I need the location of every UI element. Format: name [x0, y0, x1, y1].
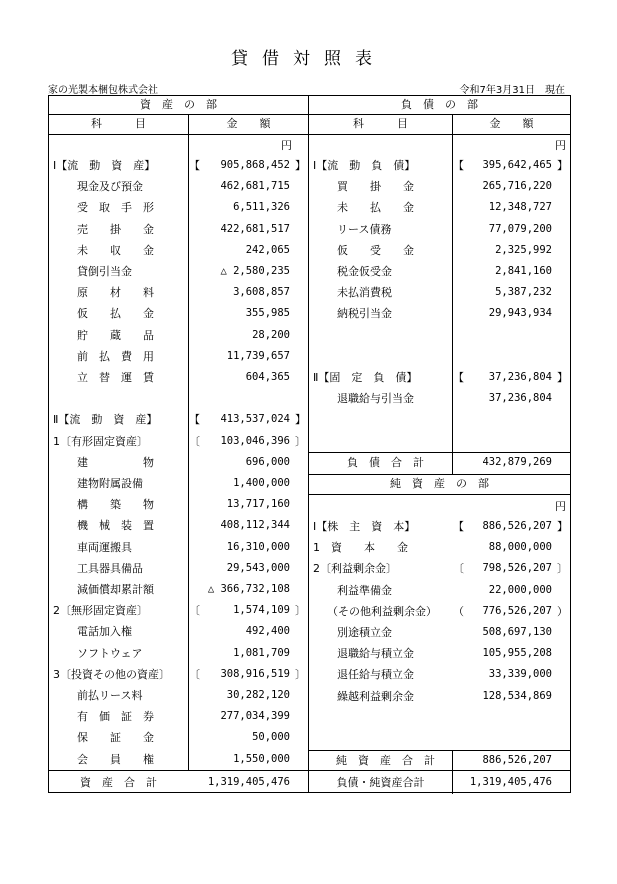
assets-row — [49, 325, 308, 346]
liabilities-amount: 395,642,465 — [482, 159, 552, 171]
assets-amount: 277,034,399 — [220, 710, 290, 723]
subtotal-open-bracket: （ — [453, 604, 464, 618]
liabilities-row — [309, 155, 570, 176]
grand-total-amount: 1,319,405,476 — [469, 776, 552, 788]
assets-amount: 13,717,160 — [226, 498, 290, 511]
net_assets-label: 2〔利益剰余金〕 — [313, 562, 397, 576]
subtotal-close-bracket: 】 — [295, 413, 306, 427]
assets-amount: △ 2,580,235 — [220, 265, 290, 277]
assets-label: 3〔投資その他の資産〕 — [53, 667, 170, 681]
net_assets-amount: 105,955,208 — [482, 647, 552, 660]
assets-row — [49, 643, 308, 664]
assets-amount: 422,681,517 — [220, 222, 290, 235]
liabilities-amount: 12,348,727 — [488, 201, 552, 214]
subtotal-open-bracket: 【 — [453, 371, 464, 384]
assets-label: 未 収 金 — [77, 243, 154, 257]
assets-row — [49, 452, 308, 473]
liabilities-row — [309, 240, 570, 261]
net_assets-row — [309, 558, 570, 579]
assets-label: 構 築 物 — [77, 498, 154, 512]
net_assets-label: Ⅰ【株 主 資 本】 — [313, 520, 416, 533]
assets-amount: 16,310,000 — [226, 540, 290, 553]
assets-yen-unit: 円 — [281, 139, 292, 152]
assets-amount: 30,282,120 — [226, 689, 290, 701]
liabilities-label: 納税引当金 — [337, 307, 392, 321]
assets-label: 前 払 費 用 — [77, 349, 154, 363]
liabilities-row — [309, 219, 570, 240]
liabilities-row — [309, 197, 570, 218]
net_assets-row — [309, 601, 570, 622]
assets-label: 貯 蔵 品 — [77, 328, 154, 342]
assets-row — [49, 621, 308, 642]
liabilities-row — [309, 325, 570, 346]
assets-amount: 696,000 — [245, 455, 290, 468]
assets-row — [49, 303, 308, 324]
liabilities-label: 退職給与引当金 — [337, 392, 414, 406]
net_assets-amount: 798,526,207 — [482, 562, 552, 575]
assets-total-label: 資 産 合 計 — [80, 776, 157, 789]
liabilities-amount: 265,716,220 — [482, 180, 552, 193]
subtotal-close-bracket: 】 — [557, 520, 568, 533]
net_assets-row — [309, 516, 570, 537]
assets-amount: 1,081,709 — [233, 646, 290, 659]
net-header-bottom — [308, 494, 570, 495]
liabilities-label: 未払消費税 — [337, 286, 392, 300]
grand-total-row — [309, 772, 570, 793]
net_assets-amount: 508,697,130 — [482, 626, 552, 638]
assets-amount: 1,550,000 — [233, 752, 290, 765]
net_assets-label: 繰越利益剰余金 — [337, 689, 414, 703]
assets-row — [49, 367, 308, 388]
assets-label: 減価償却累計額 — [77, 583, 154, 596]
assets-row — [49, 727, 308, 748]
liabilities-label: 税金仮受金 — [337, 265, 392, 278]
assets-amount: 29,543,000 — [226, 561, 290, 574]
liabilities-amount: 5,387,232 — [495, 286, 552, 299]
assets-row — [49, 749, 308, 770]
assets-amount: 492,400 — [245, 625, 290, 638]
assets-amount: 103,046,396 — [220, 434, 290, 447]
liabilities-amount: 37,236,804 — [488, 392, 552, 405]
balance-sheet — [48, 95, 571, 793]
net_assets-row — [309, 622, 570, 643]
assets-label: 原 材 料 — [77, 286, 154, 300]
assets-row — [49, 579, 308, 600]
assets-row — [49, 685, 308, 706]
net_assets-amount: 33,339,000 — [488, 668, 552, 681]
assets-amount: 50,000 — [252, 731, 290, 744]
assets-amount: 11,739,657 — [226, 349, 290, 362]
assets-label: 会 員 権 — [77, 752, 154, 766]
subtotal-close-bracket: 】 — [557, 371, 568, 384]
liab-yen-unit: 円 — [555, 139, 566, 152]
liabilities-amount: 29,943,934 — [488, 307, 552, 320]
liabilities-amount: 77,079,200 — [488, 222, 552, 235]
assets-label: 工具器具備品 — [77, 561, 143, 575]
header-rule-2 — [49, 134, 570, 135]
net_assets-amount: 22,000,000 — [488, 583, 552, 596]
subtotal-close-bracket: 〕 — [295, 667, 306, 681]
subtotal-close-bracket: ） — [557, 604, 568, 618]
assets-label: 立 替 運 賃 — [77, 371, 154, 384]
assets-row — [49, 155, 308, 176]
assets-label: 受 取 手 形 — [77, 201, 154, 215]
net-assets-total-row — [309, 750, 570, 771]
subtotal-close-bracket: 〕 — [557, 562, 568, 576]
net-yen-unit: 円 — [555, 500, 566, 513]
liabilities-row — [309, 303, 570, 324]
net_assets-label: 1 資 本 金 — [313, 541, 408, 555]
net_assets-label: 別途積立金 — [337, 626, 392, 639]
subtotal-close-bracket: 〕 — [295, 604, 306, 618]
assets-amount: 462,681,715 — [220, 180, 290, 193]
assets-amount: △ 366,732,108 — [207, 583, 290, 595]
assets-account-header: 科 目 — [91, 117, 146, 130]
subtotal-open-bracket: 【 — [189, 413, 200, 427]
assets-label: ソフトウェア — [77, 646, 143, 660]
assets-label: 前払リース料 — [77, 689, 143, 702]
assets-row — [49, 473, 308, 494]
liabilities-total-amount: 432,879,269 — [482, 456, 552, 468]
assets-amount-header: 金 額 — [226, 117, 271, 130]
liabilities-label: 仮 受 金 — [337, 243, 414, 257]
assets-label: 建物附属設備 — [77, 477, 143, 490]
assets-row — [49, 431, 308, 452]
assets-row — [49, 219, 308, 240]
assets-label: 現金及び預金 — [77, 180, 143, 194]
assets-amount: 308,916,519 — [220, 667, 290, 680]
liabilities-amount: 2,841,160 — [495, 265, 552, 277]
liabilities-label: リース債務 — [337, 222, 392, 236]
assets-row — [49, 537, 308, 558]
liabilities-amount: 2,325,992 — [495, 243, 552, 256]
assets-row — [49, 664, 308, 685]
liabilities-row — [309, 261, 570, 282]
assets-row — [49, 494, 308, 515]
assets-section-header: 資 産 の 部 — [140, 98, 217, 111]
net_assets-label: 退職給与積立金 — [337, 647, 414, 661]
liabilities-row — [309, 282, 570, 303]
liabilities-row — [309, 367, 570, 388]
subtotal-open-bracket: 〔 — [189, 434, 200, 448]
liab-account-header: 科 目 — [353, 117, 408, 130]
grand-total-label: 負債・純資産合計 — [336, 776, 425, 789]
assets-label: 仮 払 金 — [77, 307, 154, 321]
assets-row — [49, 558, 308, 579]
assets-amount: 6,511,326 — [233, 201, 290, 214]
liabilities-row — [309, 176, 570, 197]
assets-total-amount: 1,319,405,476 — [207, 776, 290, 788]
assets-label: 建 物 — [77, 455, 154, 469]
net_assets-row — [309, 686, 570, 707]
liabilities-section-header: 負 債 の 部 — [401, 98, 478, 111]
subtotal-close-bracket: 】 — [295, 159, 306, 172]
assets-total-row — [49, 772, 308, 793]
net_assets-row — [309, 537, 570, 558]
liabilities-amount: 37,236,804 — [488, 371, 552, 383]
assets-amount: 28,200 — [252, 328, 290, 341]
liabilities-total-row — [309, 452, 570, 473]
net_assets-amount: 128,534,869 — [482, 689, 552, 702]
assets-label: 貸倒引当金 — [77, 265, 132, 278]
assets-label: 保 証 金 — [77, 731, 154, 745]
subtotal-open-bracket: 〔 — [453, 562, 464, 576]
assets-label: 車両運搬具 — [77, 540, 132, 554]
net_assets-label: 利益準備金 — [337, 583, 392, 597]
liabilities-row — [309, 346, 570, 367]
assets-row — [49, 515, 308, 536]
assets-row — [49, 409, 308, 430]
net_assets-amount: 776,526,207 — [482, 604, 552, 617]
assets-amount: 242,065 — [245, 243, 290, 256]
liabilities-total-label: 負 債 合 計 — [347, 456, 424, 469]
assets-amount: 905,868,452 — [220, 159, 290, 171]
assets-row — [49, 346, 308, 367]
assets-amount: 1,574,109 — [233, 604, 290, 617]
liabilities-label: 買 掛 金 — [337, 180, 414, 194]
subtotal-open-bracket: 【 — [189, 159, 200, 172]
company-name: 家の光製本梱包株式会社 — [48, 85, 158, 96]
net-assets-total-amount: 886,526,207 — [482, 754, 552, 766]
net_assets-amount: 886,526,207 — [482, 520, 552, 532]
assets-label: Ⅱ【流 動 資 産】 — [53, 413, 158, 427]
assets-label: 2〔無形固定資産〕 — [53, 604, 148, 618]
net-assets-section-header: 純 資 産 の 部 — [390, 477, 489, 490]
net_assets-amount: 88,000,000 — [488, 541, 552, 554]
assets-amount: 408,112,344 — [220, 519, 290, 532]
subtotal-close-bracket: 】 — [557, 159, 568, 172]
net_assets-label: 退任給与積立金 — [337, 668, 414, 682]
assets-label: 電話加入権 — [77, 625, 132, 639]
subtotal-open-bracket: 【 — [453, 159, 464, 172]
assets-row — [49, 706, 308, 727]
assets-amount: 1,400,000 — [233, 477, 290, 489]
liabilities-label: Ⅰ【流 動 負 債】 — [313, 159, 416, 172]
liabilities-label: Ⅱ【固 定 負 債】 — [313, 371, 418, 384]
assets-row — [49, 197, 308, 218]
assets-row — [49, 600, 308, 621]
net-assets-total-label: 純 資 産 合 計 — [336, 754, 435, 767]
assets-label: Ⅰ【流 動 資 産】 — [53, 159, 156, 172]
subtotal-open-bracket: 〔 — [189, 604, 200, 618]
liabilities-row — [309, 388, 570, 409]
assets-row — [49, 176, 308, 197]
net_assets-row — [309, 664, 570, 685]
assets-amount: 604,365 — [245, 371, 290, 383]
liab-amount-header: 金 額 — [489, 117, 534, 130]
net_assets-label: （その他利益剰余金） — [327, 604, 437, 618]
assets-row — [49, 261, 308, 282]
assets-row — [49, 282, 308, 303]
assets-label: 1〔有形固定資産〕 — [53, 434, 148, 448]
assets-label: 機 械 装 置 — [77, 519, 154, 533]
assets-amount: 413,537,024 — [220, 413, 290, 426]
assets-row — [49, 388, 308, 409]
assets-row — [49, 240, 308, 261]
subtotal-close-bracket: 〕 — [295, 434, 306, 448]
net_assets-row — [309, 643, 570, 664]
liabilities-label: 未 払 金 — [337, 201, 414, 215]
assets-amount: 3,608,857 — [233, 286, 290, 299]
assets-amount: 355,985 — [245, 307, 290, 320]
assets-label: 有 価 証 券 — [77, 710, 154, 724]
net_assets-row — [309, 580, 570, 601]
page-title: 貸借対照表 — [231, 49, 386, 69]
subtotal-open-bracket: 〔 — [189, 667, 200, 681]
assets-label: 売 掛 金 — [77, 222, 154, 236]
subtotal-open-bracket: 【 — [453, 520, 464, 533]
report-date: 令和7年3月31日 現在 — [459, 85, 565, 96]
